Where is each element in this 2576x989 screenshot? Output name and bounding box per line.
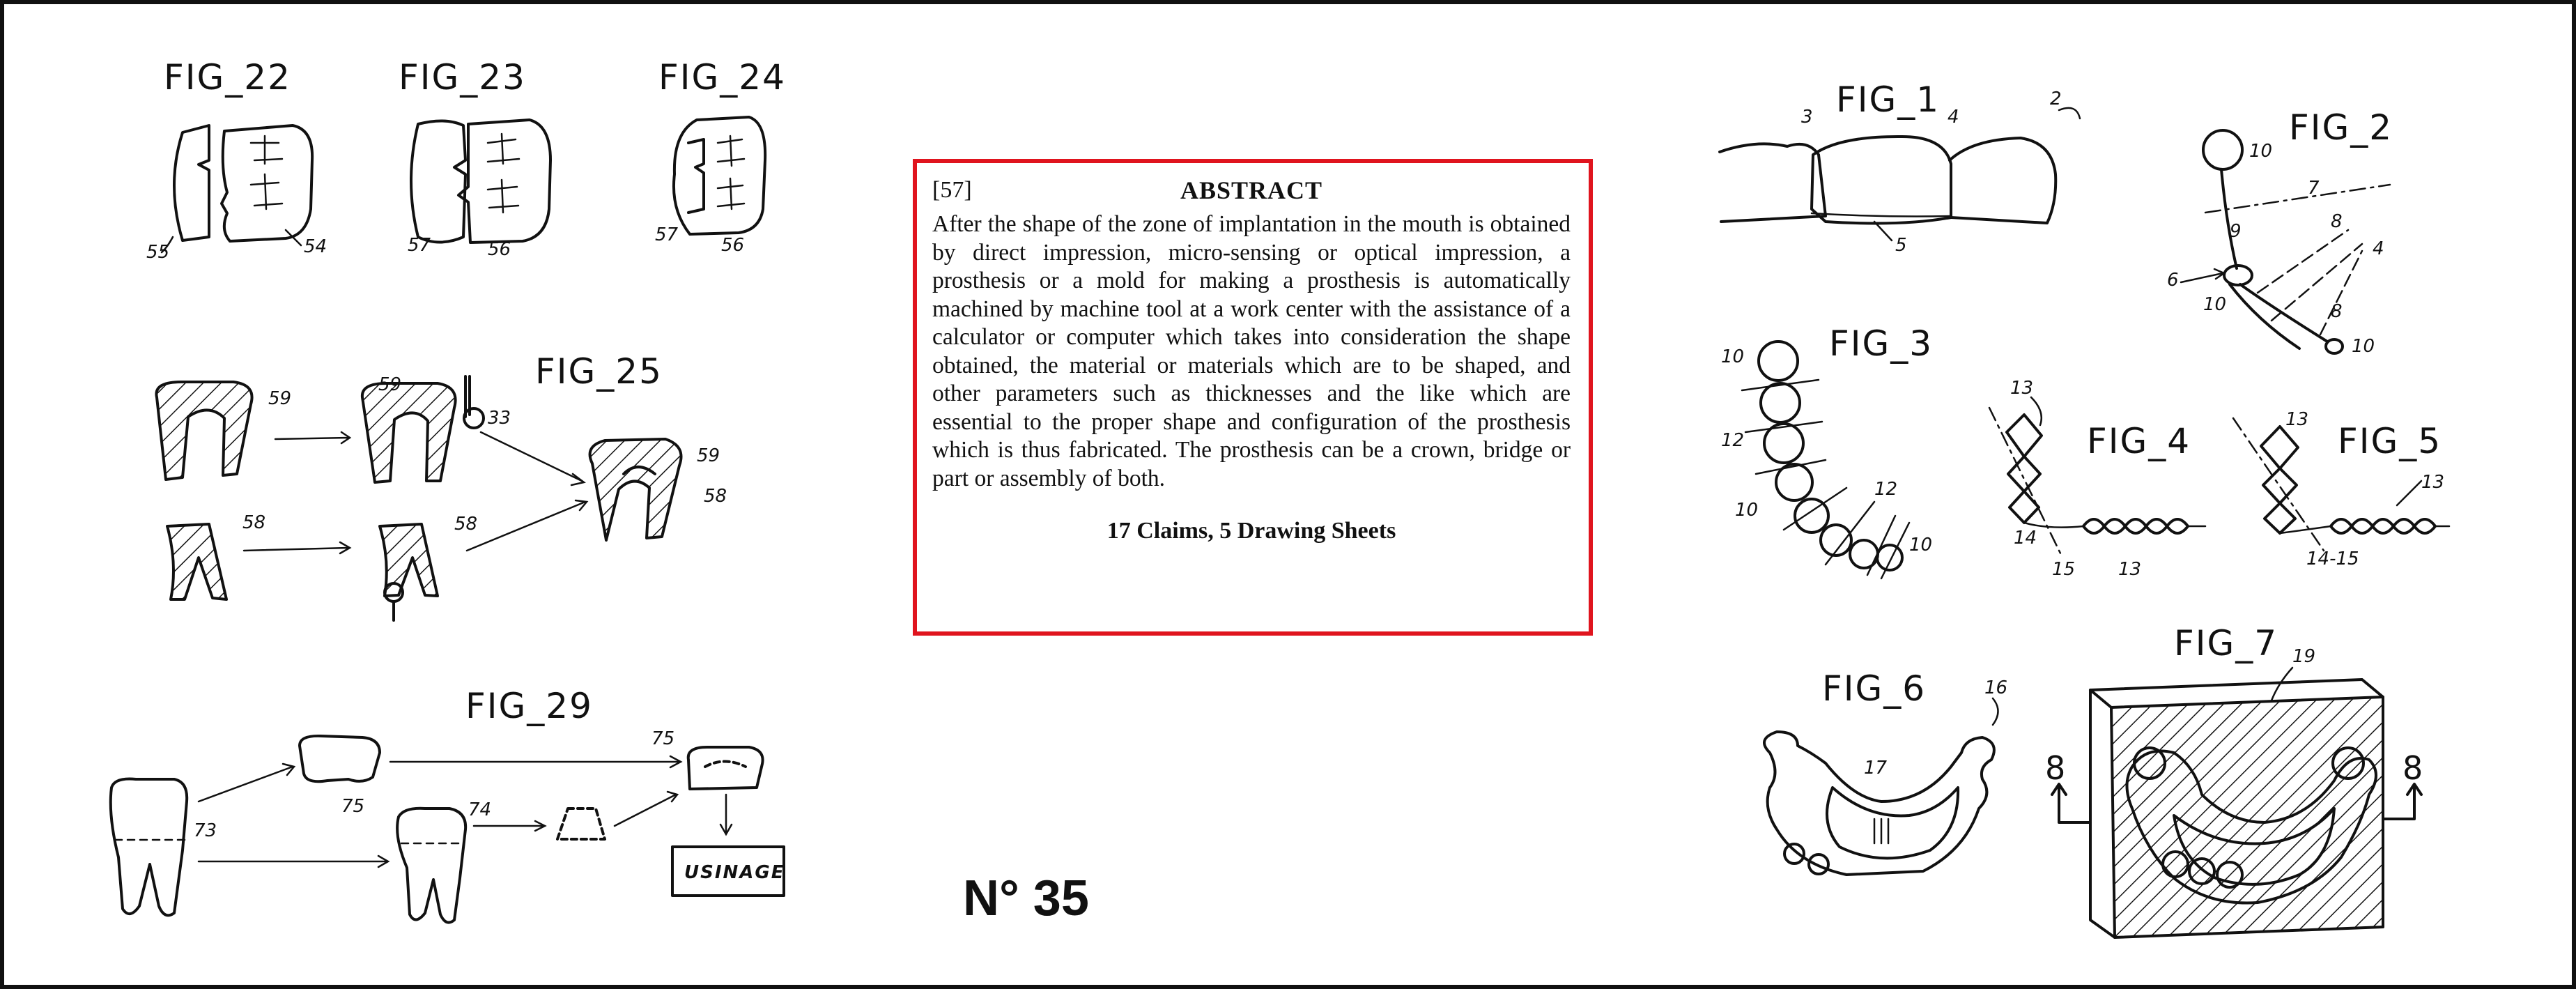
ref-17: 17 <box>1864 758 1888 779</box>
ref-14-fig4: 14 <box>2014 528 2037 549</box>
ref-13-fig5-b: 13 <box>2421 472 2445 493</box>
abstract-body: After the shape of the zone of implantation in the mouth is obtained by direct impression, micro-sensing or optical impression, a prosthesis or a mold for making a prosthesis is automatically machined by machine tool at a work center with the assistance of a calculator or computer which takes into consideration the shape obtained, the material or materials which are to be shaped, and other parameters such as thicknesses and the like which are essential to the proper shape and configuration of the prosthesis which is thus fabricated. The prosthesis can be a crown, bridge or part or assembly of both. <box>932 211 1571 491</box>
figure-23 <box>399 57 550 260</box>
ref-14-15: 14-15 <box>2306 549 2359 569</box>
section-8-right: 8 <box>2403 749 2425 787</box>
usinage-box-label: USINAGE <box>684 862 785 883</box>
ref-7: 7 <box>2308 178 2320 199</box>
ref-12-fig3-b: 12 <box>1874 479 1898 500</box>
ref-10-fig2-b: 10 <box>2352 336 2375 357</box>
ref-56-fig23: 56 <box>488 239 511 260</box>
abstract-title: ABSTRACT <box>1180 176 1323 204</box>
fig-6-caption: FIG_6 <box>1822 668 1927 709</box>
fig-29-caption: FIG_29 <box>465 686 593 726</box>
ref-8-fig2-b: 8 <box>2331 301 2343 322</box>
ref-59-c: 59 <box>697 445 720 466</box>
figure-25 <box>156 351 727 620</box>
ref-10-fig2-a: 10 <box>2249 141 2273 162</box>
figure-1 <box>1720 79 2080 256</box>
fig-22-caption: FIG_22 <box>164 57 291 98</box>
figure-6 <box>1764 668 2007 875</box>
ref-58-b: 58 <box>454 514 478 535</box>
ref-58-c: 58 <box>704 486 727 507</box>
abstract-box <box>913 159 1593 636</box>
fig-5-caption: FIG_5 <box>2338 421 2442 461</box>
ref-9: 9 <box>2230 221 2242 242</box>
ref-10-fig3-a: 10 <box>1721 346 1745 367</box>
ref-33: 33 <box>488 408 511 429</box>
fig-25-caption: FIG_25 <box>535 351 663 392</box>
ref-5: 5 <box>1895 235 1907 256</box>
page-number: N° 35 <box>963 871 1089 926</box>
ref-4: 4 <box>1948 107 1959 128</box>
ref-59-a: 59 <box>268 388 292 409</box>
figure-7 <box>2045 623 2424 937</box>
ref-58-a: 58 <box>242 512 266 533</box>
ref-2: 2 <box>2050 89 2062 109</box>
ref-13-fig4-b: 13 <box>2118 559 2142 580</box>
ref-75-a: 75 <box>341 796 365 817</box>
fig-3-caption: FIG_3 <box>1829 323 1934 364</box>
ref-54: 54 <box>304 236 327 257</box>
ref-16: 16 <box>1984 677 2008 698</box>
fig-23-caption: FIG_23 <box>399 57 526 98</box>
ref-56-fig24: 56 <box>721 235 745 256</box>
ref-57-fig24: 57 <box>655 224 679 245</box>
fig-2-caption: FIG_2 <box>2289 107 2393 148</box>
ref-4-fig2: 4 <box>2373 238 2384 259</box>
ref-15-fig4: 15 <box>2052 559 2076 580</box>
ref-57-fig23: 57 <box>408 235 431 256</box>
fig-7-caption: FIG_7 <box>2174 623 2278 664</box>
figure-24 <box>655 57 786 256</box>
section-8-left: 8 <box>2045 749 2067 787</box>
ref-75-b: 75 <box>651 728 675 749</box>
ref-8-fig2-a: 8 <box>2331 211 2343 232</box>
fig-4-caption: FIG_4 <box>2087 421 2191 461</box>
ref-3: 3 <box>1801 107 1813 128</box>
ref-12-fig3-a: 12 <box>1721 430 1745 451</box>
ref-73: 73 <box>194 820 217 841</box>
ref-74: 74 <box>468 799 492 820</box>
fig-24-caption: FIG_24 <box>658 57 786 98</box>
figure-22 <box>146 57 327 263</box>
figure-3 <box>1721 323 1933 578</box>
abstract-code: [57] <box>932 177 972 203</box>
ref-19: 19 <box>2292 646 2316 667</box>
ref-13-fig5-a: 13 <box>2285 409 2309 430</box>
ref-10-fig3-c: 10 <box>1909 535 1933 555</box>
figure-2 <box>2167 107 2393 357</box>
ref-10-fig2-c: 10 <box>2203 294 2227 315</box>
fig-1-caption: FIG_1 <box>1836 79 1941 120</box>
figure-29 <box>111 686 785 923</box>
ref-6: 6 <box>2167 270 2179 291</box>
ref-13-fig4-a: 13 <box>2010 378 2034 399</box>
figure-5 <box>2233 409 2449 569</box>
ref-55: 55 <box>146 242 170 263</box>
ref-59-b: 59 <box>378 374 402 395</box>
abstract-claims: 17 Claims, 5 Drawing Sheets <box>1106 518 1396 544</box>
figure-4 <box>1989 378 2205 580</box>
ref-10-fig3-b: 10 <box>1735 500 1759 521</box>
